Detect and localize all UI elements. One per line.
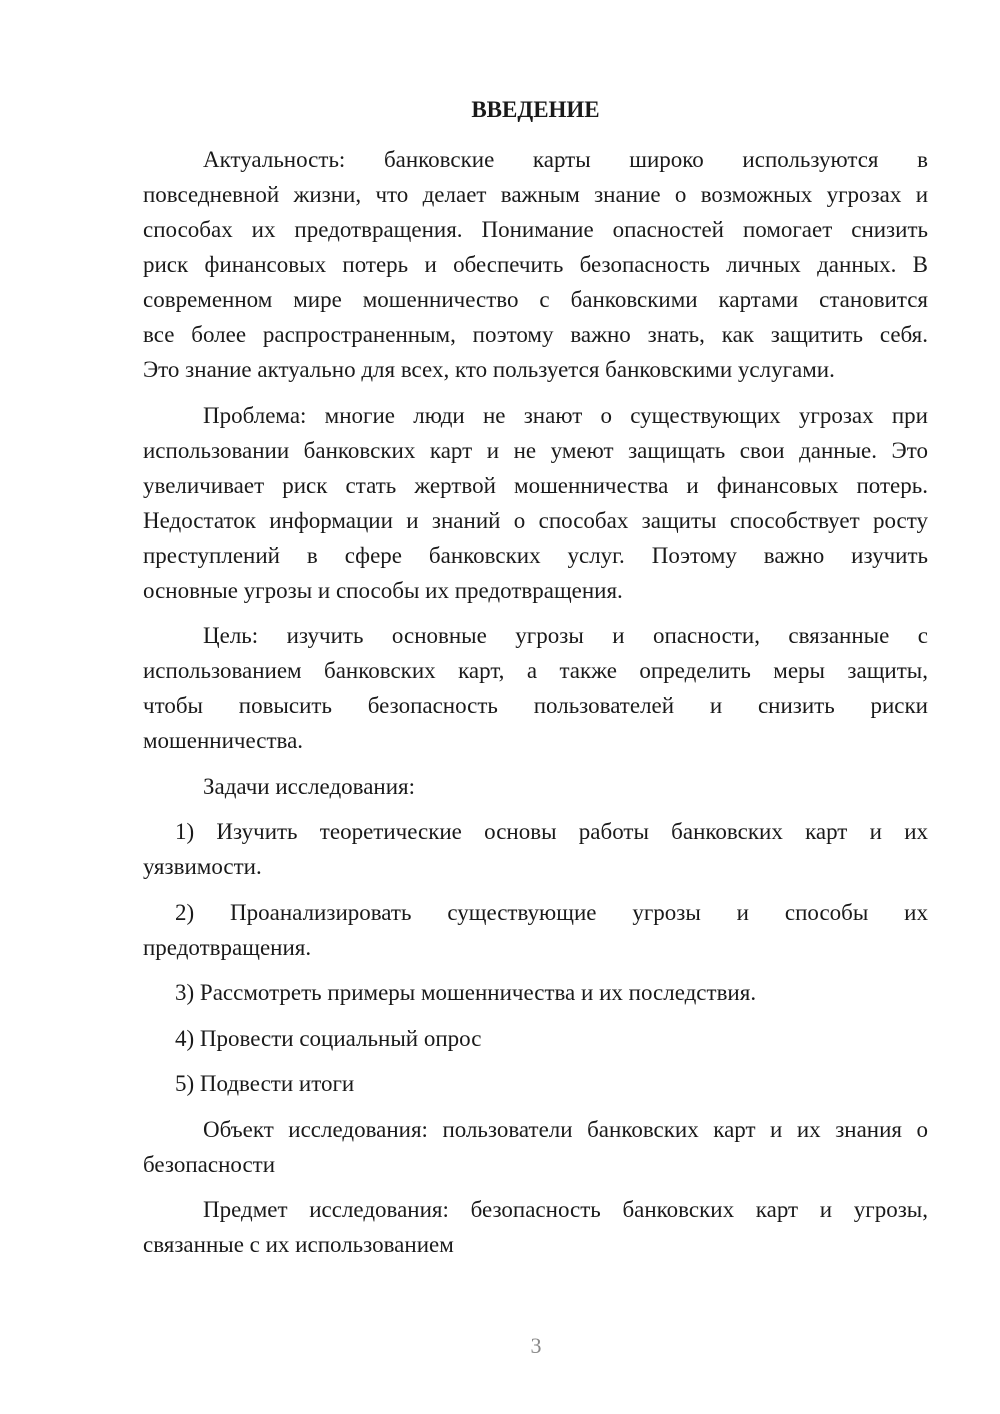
text-line: уязвимости. <box>143 854 262 879</box>
paragraph <box>143 1192 928 1262</box>
text-line: 5) Подвести итоги <box>175 1071 355 1096</box>
task-list-item <box>143 814 928 884</box>
document-page <box>143 92 928 1262</box>
task-list-item <box>143 1066 928 1101</box>
text-line: Актуальность: банковские карты широко используются в <box>203 147 928 172</box>
task-list-item <box>143 1021 928 1056</box>
section-title: ВВЕДЕНИЕ <box>471 97 600 122</box>
text-line: безопасности <box>143 1151 276 1177</box>
text-line: использовании банковских карт и не умеют защищать свои данные. Это <box>143 437 928 463</box>
text-line: использованием банковских карт, а также определить меры защиты, <box>143 658 928 683</box>
paragraph <box>143 1112 928 1182</box>
text-line: повседневной жизни, что делает важным знание о возможных угрозах и <box>143 182 928 207</box>
text-line: риск финансовых потерь и обеспечить безопасность личных данных. В <box>143 252 928 277</box>
text-line: преступлений в сфере банковских услуг. Поэтому важно изучить <box>143 542 928 568</box>
text-line: Это знание актуально для всех, кто пользуется банковскими услугами. <box>143 357 835 382</box>
document-body <box>143 142 928 1262</box>
text-line: Проблема: многие люди не знают о существующих угрозах при <box>203 402 928 428</box>
text-line: Задачи исследования: <box>203 773 416 799</box>
text-line: 3) Рассмотреть примеры мошенничества и их последствия. <box>175 980 757 1005</box>
text-line: Предмет исследования: безопасность банковских карт и угрозы, <box>203 1197 928 1222</box>
paragraph <box>143 398 928 608</box>
page-number: 3 <box>530 1333 542 1358</box>
text-line: основные угрозы и способы их предотвращения. <box>143 577 623 603</box>
text-line: 2) Проанализировать существующие угрозы и способы их <box>175 899 928 925</box>
text-line: 1) Изучить теоретические основы работы банковских карт и их <box>175 819 928 844</box>
text-line: увеличивает риск стать жертвой мошенничества и финансовых потерь. <box>143 472 928 498</box>
task-list-item <box>143 975 928 1010</box>
paragraph <box>143 142 928 387</box>
text-line: современном мире мошенничество с банковскими картами становится <box>143 287 928 312</box>
task-list-item <box>143 895 928 965</box>
text-line: мошенничества. <box>143 728 304 753</box>
text-line: чтобы повысить безопасность пользователей и снизить риски <box>143 693 928 718</box>
paragraph <box>143 769 928 804</box>
paragraph <box>143 618 928 758</box>
text-line: 4) Провести социальный опрос <box>175 1025 482 1051</box>
text-line: Объект исследования: пользователи банковских карт и их знания о <box>203 1116 928 1142</box>
text-line: способах их предотвращения. Понимание опасностей помогает снизить <box>143 217 928 242</box>
text-line: Недостаток информации и знаний о способах защиты способствует росту <box>143 507 928 533</box>
text-line: Цель: изучить основные угрозы и опасности, связанные с <box>203 623 928 648</box>
text-line: все более распространенным, поэтому важно знать, как защитить себя. <box>143 322 928 347</box>
text-line: связанные с их использованием <box>143 1232 454 1257</box>
text-line: предотвращения. <box>143 934 312 960</box>
